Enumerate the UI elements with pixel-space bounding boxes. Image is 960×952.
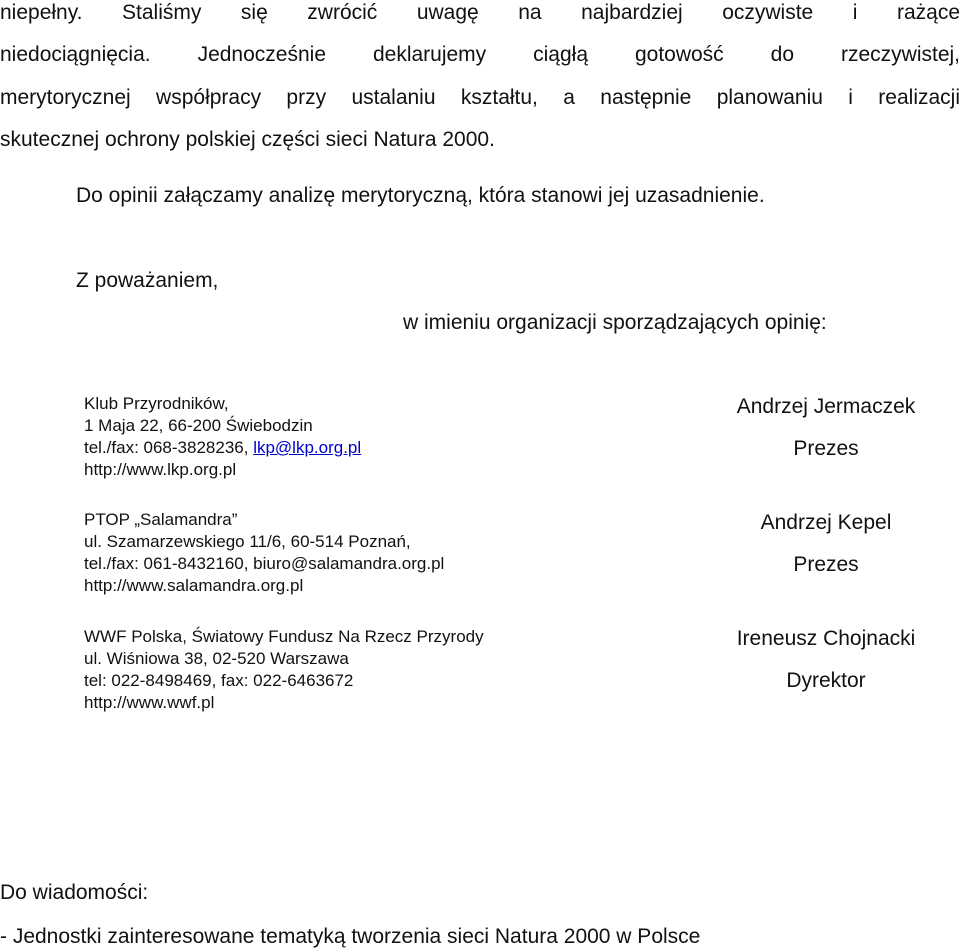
org-name: PTOP „Salamandra” [84,510,238,529]
org-phone: tel./fax: 068-3828236, [84,438,254,457]
paragraph-line-1: niepełny. Staliśmy się zwrócić uwagę na najbardziej oczywiste i rażące [0,1,960,24]
org-contact [84,437,361,459]
cc-heading: Do wiadomości: [0,881,149,904]
signatory-title: Prezes [793,437,859,460]
paragraph-line-3: merytorycznej współpracy przy ustalaniu kształtu, a następnie planowaniu i realizacji [0,86,960,109]
closing-salutation: Z poważaniem, [76,269,219,292]
org-website: http://www.lkp.org.pl [84,460,237,479]
signatory-title: Prezes [793,553,859,576]
on-behalf-line: w imieniu organizacji sporządzających opinię: [403,311,827,334]
paragraph-line-2: niedociągnięcia. Jednocześnie deklarujemy ciągłą gotowość do rzeczywistej, [0,43,960,66]
org-contact: tel./fax: 061-8432160, biuro@salamandra.org.pl [84,554,445,573]
signatory-name: Andrzej Kepel [760,511,892,534]
signatory-wwf [666,626,960,694]
org-block-lkp [84,393,361,481]
org-contact: tel: 022-8498469, fax: 022-6463672 [84,671,354,690]
signatory-name: Andrzej Jermaczek [736,395,916,418]
org-address: ul. Wiśniowa 38, 02-520 Warszawa [84,649,349,668]
org-website: http://www.salamandra.org.pl [84,576,304,595]
org-name: Klub Przyrodników, [84,394,229,413]
attachment-note: Do opinii załączamy analizę merytoryczną, która stanowi jej uzasadnienie. [76,184,765,207]
org-name: WWF Polska, Światowy Fundusz Na Rzecz Przyrody [84,627,484,646]
org-email-link[interactable]: lkp@lkp.org.pl [253,438,362,457]
cc-item: - Jednostki zainteresowane tematyką tworzenia sieci Natura 2000 w Polsce [0,925,701,948]
signatory-title: Dyrektor [786,669,866,692]
signatory-name: Ireneusz Chojnacki [736,627,916,650]
org-website: http://www.wwf.pl [84,693,215,712]
org-block-salamandra [84,509,444,597]
signatory-lkp [666,394,960,462]
org-address: 1 Maja 22, 66-200 Świebodzin [84,416,313,435]
signatory-salamandra [666,510,960,578]
org-address: ul. Szamarzewskiego 11/6, 60-514 Poznań, [84,532,411,551]
paragraph-line-4: skutecznej ochrony polskiej części sieci Natura 2000. [0,128,495,151]
org-block-wwf [84,626,484,714]
